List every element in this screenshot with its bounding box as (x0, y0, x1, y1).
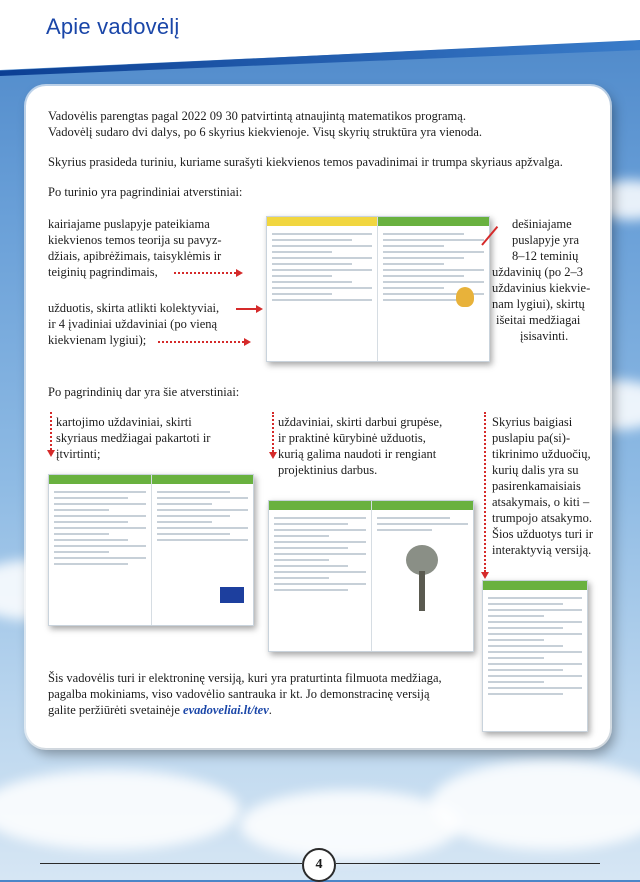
test-desc-l4: kurių dalis yra su (492, 463, 579, 477)
tree-diagram-icon (402, 545, 442, 615)
test-desc-l1: Skyrius baigiasi (492, 415, 573, 429)
task-desc-l2: ir 4 įvadiniai uždaviniai (po vieną (48, 317, 218, 331)
test-desc-l9: interaktyvią versiją. (492, 543, 592, 557)
cloud (240, 790, 460, 860)
test-desc-l7: trumpojo atsakymo. (492, 511, 592, 525)
section2-heading: Po pagrindinių dar yra šie atverstiniai: (48, 385, 240, 399)
test-desc-l3: tikrinimo užduočių, (492, 447, 591, 461)
intro-line-3: Skyrius prasideda turiniu, kuriame surašyti kiekvienos temos pavadinimai ir trumpa skyriaus apžvalga. (48, 155, 563, 169)
pointer-dots (174, 272, 236, 274)
task-desc-l3: kiekvienam lygiui); (48, 333, 147, 347)
theory-desc-l1: kairiajame puslapyje pateikiama (48, 217, 210, 231)
theory-desc-l2: kiekvienos temos teorija su pavyz- (48, 233, 222, 247)
main-spread-thumbnail (266, 216, 490, 362)
review-desc-l3: įtvirtinti; (56, 447, 101, 461)
tasks-desc-l4: uždavinių (po 2–3 (492, 265, 583, 279)
test-desc-l8: Šios užduotys turi ir (492, 527, 594, 541)
cloud (0, 770, 240, 850)
tasks-desc-l6: nam lygiui), skirtų (492, 297, 585, 311)
intro-line-2: Vadovėlį sudaro dvi dalys, po 6 skyrius kiekvienoje. Visų skyrių struktūra yra vienoda. (48, 125, 483, 139)
pointer-arrow (481, 572, 489, 579)
intro-line-4: Po turinio yra pagrindiniai atverstiniai: (48, 185, 243, 199)
page-title: Apie vadovėlį (46, 14, 180, 39)
tasks-desc-l7: išeitai medžiagai (496, 313, 581, 327)
pointer-arrow (244, 338, 251, 346)
pointer-dots (50, 412, 52, 450)
content-panel (26, 86, 610, 748)
group-spread-thumbnail (268, 500, 474, 652)
eu-flag-icon (220, 587, 244, 603)
ebook-desc-l2: pagalba mokiniams, viso vadovėlio santrauka ir kt. Jo demonstracinę versiją (48, 687, 430, 701)
theory-desc-l4: teiginių pagrindimais, (48, 265, 158, 279)
pointer-arrow (256, 305, 263, 313)
cloud (430, 760, 640, 850)
pointer-arrow (236, 269, 243, 277)
test-desc-l2: puslapiu pa(si)- (492, 431, 571, 445)
review-desc-l1: kartojimo uždaviniai, skirti (56, 415, 192, 429)
test-page-thumbnail (482, 580, 588, 732)
intro-line-1: Vadovėlis parengtas pagal 2022 09 30 patvirtintą atnaujintą matematikos programą. (48, 109, 466, 123)
ebook-desc-l3-prefix: galite peržiūrėti svetainėje (48, 703, 184, 717)
tasks-desc-l8: įsisavinti. (520, 329, 569, 343)
pointer-arrow (269, 452, 277, 459)
ebook-desc-l3 (48, 702, 272, 718)
owl-icon (456, 287, 474, 307)
tasks-desc-l5: uždavinius kiekvie- (492, 281, 591, 295)
review-desc-l2: skyriaus medžiagai pakartoti ir (56, 431, 211, 445)
task-desc-l1: užduotis, skirta atlikti kolektyviai, (48, 301, 220, 315)
pointer-dots (484, 412, 486, 572)
tasks-desc-l1: dešiniajame (512, 217, 572, 231)
tasks-desc-l3: 8–12 teminių (512, 249, 579, 263)
group-desc-l3: kurią galima naudoti ir rengiant (278, 447, 437, 461)
group-desc-l1: uždaviniai, skirti darbui grupėse, (278, 415, 443, 429)
group-desc-l2: ir praktinė kūrybinė užduotis, (278, 431, 426, 445)
theory-desc-l3: džiais, apibrėžimais, taisyklėmis ir (48, 249, 222, 263)
pointer-dots (158, 341, 244, 343)
test-desc-l6: atsakymais, o kiti – (492, 495, 590, 509)
pointer-arrow (47, 450, 55, 457)
demo-site-link[interactable]: evadoveliai.lt/tev (183, 703, 269, 717)
pointer-dots (272, 412, 274, 452)
ebook-desc-l1: Šis vadovėlis turi ir elektroninę versiją, kuri yra praturtinta filmuota medžiaga, (48, 671, 442, 685)
group-desc-l4: projektinius darbus. (278, 463, 378, 477)
page-number: 4 (302, 848, 336, 882)
tasks-desc-l2: puslapyje yra (512, 233, 579, 247)
page-number-line-left (40, 863, 302, 864)
pointer-line (236, 308, 256, 310)
page-number-line-right (336, 863, 600, 864)
ebook-desc-l3-suffix: . (268, 703, 272, 717)
test-desc-l5: pasirenkamaisiais (492, 479, 581, 493)
review-spread-thumbnail (48, 474, 254, 626)
